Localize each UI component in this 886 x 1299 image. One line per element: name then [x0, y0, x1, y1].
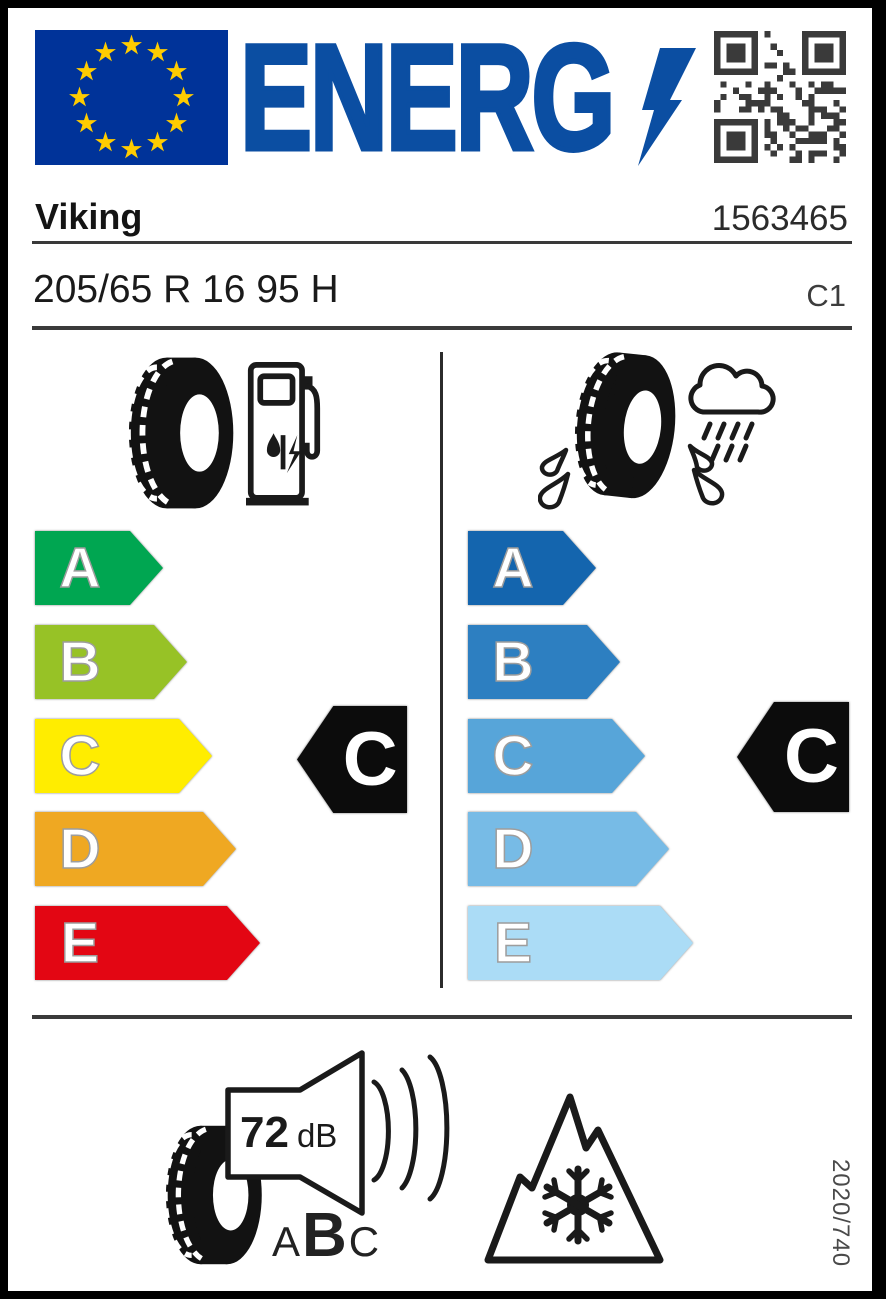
- fuel-grade-bar-e: [35, 906, 260, 980]
- tyre-dimensions: 205/65 R 16 95 H: [33, 268, 339, 311]
- tyre-class: C1: [806, 278, 846, 313]
- wet-grip-rating-arrow: [737, 702, 849, 812]
- vertical-divider: [440, 352, 443, 988]
- grade-letter: D: [492, 817, 534, 881]
- wet-grade-bar-b: [468, 625, 620, 699]
- noise-class-c: C: [348, 1218, 380, 1265]
- wet-grade-bar-a: [468, 531, 596, 605]
- sound-waves-icon: [374, 1057, 447, 1199]
- grade-letter: A: [59, 536, 101, 600]
- fuel-rating-letter: C: [342, 717, 398, 802]
- snowflake-mountain-icon: [483, 1088, 668, 1266]
- tire-icon: [126, 342, 242, 524]
- wet-rating-letter: C: [784, 714, 839, 799]
- grade-letter: B: [492, 630, 534, 694]
- fuel-grade-bar-b: [35, 625, 187, 699]
- energy-logo-text: ENERG: [240, 13, 614, 181]
- brand-name: Viking: [35, 196, 143, 237]
- noise-class-letters: [272, 1200, 379, 1271]
- grade-letter: E: [60, 911, 100, 975]
- grade-letter: B: [59, 630, 101, 694]
- wet-grade-bar-e: [468, 906, 693, 980]
- article-number: 1563465: [711, 199, 848, 238]
- lightning-bolt-icon: [630, 48, 696, 166]
- qr-code: [714, 31, 846, 163]
- wet-grade-bar-d: [468, 812, 669, 886]
- wet-grip-icon-group: [538, 350, 783, 518]
- noise-class-b-rated: B: [302, 1201, 347, 1270]
- divider: [32, 326, 852, 330]
- noise-db-unit: dB: [296, 1117, 338, 1154]
- noise-level: [240, 1108, 337, 1158]
- noise-db-value: 72: [240, 1108, 289, 1157]
- grade-letter: C: [492, 724, 534, 788]
- fuel-pump-icon: [246, 352, 322, 524]
- tire-icon: [567, 350, 682, 502]
- fuel-grade-bar-a: [35, 531, 163, 605]
- grade-letter: D: [59, 817, 101, 881]
- rain-cloud-icon: [691, 365, 773, 460]
- eu-flag: [35, 30, 228, 165]
- grade-letter: C: [59, 724, 101, 788]
- fuel-grade-bar-d: [35, 812, 236, 886]
- fuel-efficiency-rating-arrow: [297, 706, 407, 813]
- noise-class-a: A: [272, 1218, 301, 1265]
- wet-grade-bar-c: [468, 719, 645, 793]
- fuel-grade-bar-c: [35, 719, 212, 793]
- grade-letter: E: [493, 911, 533, 975]
- grade-letter: A: [492, 536, 534, 600]
- regulation-number: 2020/740: [827, 1158, 854, 1268]
- divider: [32, 241, 852, 244]
- divider: [32, 1015, 852, 1019]
